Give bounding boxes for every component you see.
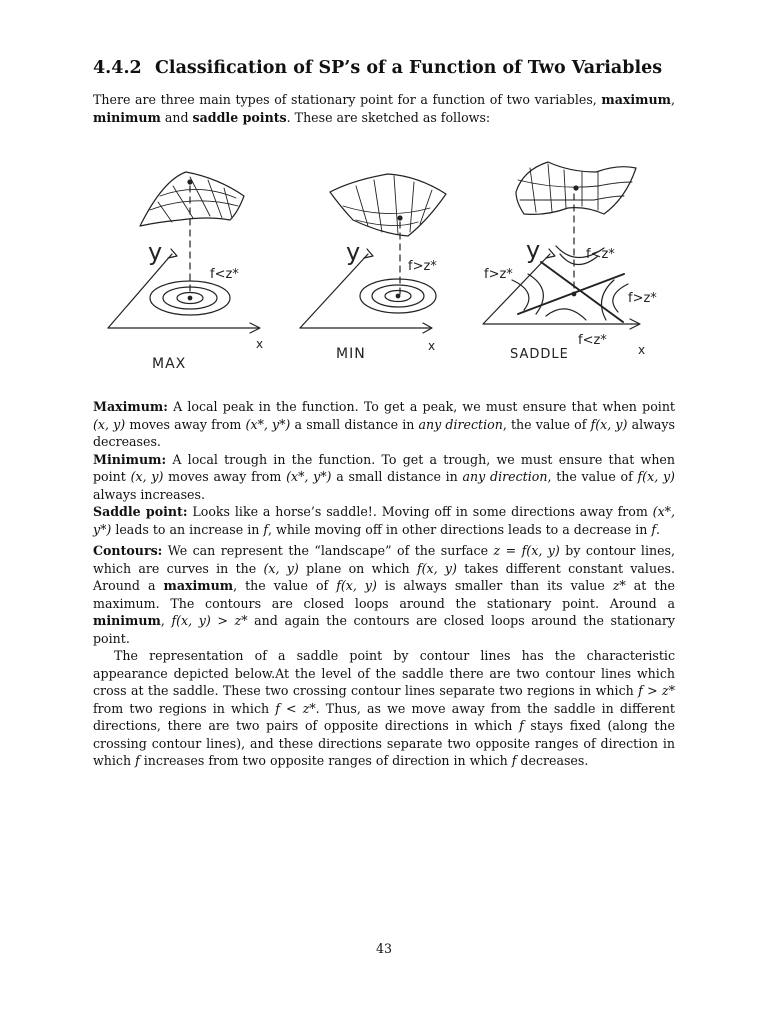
min-surface xyxy=(330,174,446,236)
math: f > z* xyxy=(638,683,675,698)
math: f xyxy=(263,521,269,537)
section-number: 4.4.2 xyxy=(93,58,142,78)
max-caption: MAX xyxy=(152,356,187,372)
body-text: The representation of a saddle point by contour lines has the characteristic appearance depicted below.At the level of the saddle there are two contour lines which cross at the saddle. These two crossing contour lines separate two regions in which xyxy=(93,648,675,698)
min-base-point xyxy=(396,294,400,298)
section-heading xyxy=(93,58,693,78)
min-point xyxy=(398,216,402,220)
def-text: always increases. xyxy=(93,486,205,502)
section-title: Classification of SP’s of a Function of Two Variables xyxy=(155,58,663,78)
emphasis: any direction xyxy=(418,416,503,432)
math: (x, y) xyxy=(130,469,164,484)
term-maximum: maximum xyxy=(163,578,234,593)
math: f(x, y) xyxy=(336,578,377,593)
term-minimum: minimum xyxy=(93,109,161,125)
def-text: plane on which xyxy=(298,560,417,576)
max-x-label: x xyxy=(256,337,264,351)
contours-term: Contours: xyxy=(93,543,163,558)
body-text: . Thus, as we move away from the saddle in different directions, there are two pairs of opposite directions in which xyxy=(93,700,675,733)
def-text: , while moving off in other directions leads to a decrease in xyxy=(268,521,652,537)
def-text: We can represent the “landscape” of the surface xyxy=(162,543,494,558)
def-text: by contour lines, which are curves in the xyxy=(93,543,676,576)
def-text: , the value of xyxy=(502,416,591,432)
min-label: f>z* xyxy=(408,259,437,274)
min-caption: MIN xyxy=(336,346,366,362)
term-saddle-points: saddle points xyxy=(192,109,287,125)
representation-paragraph xyxy=(93,647,675,770)
math: f(x, y) xyxy=(590,416,628,432)
def-text: A local peak in the function. To get a peak, we must ensure that when point xyxy=(167,399,675,414)
intro-text: There are three main types of stationary point for a function of two variables, xyxy=(93,92,602,107)
min-panel xyxy=(300,174,446,333)
min-x-label: x xyxy=(428,339,436,353)
saddle-term: Saddle point: xyxy=(93,504,188,519)
max-base-point xyxy=(188,296,192,300)
maximum-definition xyxy=(93,398,675,451)
saddle-x-label: x xyxy=(638,343,646,357)
minimum-term: Minimum: xyxy=(93,451,167,467)
saddle-label-right: f>z* xyxy=(628,291,657,306)
saddle-contour xyxy=(546,309,586,320)
def-text: a small distance in xyxy=(331,469,463,484)
saddle-label-bottom: f<z* xyxy=(578,333,607,348)
def-text: Looks like a horse’s saddle!. Moving off in some directions away from xyxy=(187,504,653,519)
math: (x, y) xyxy=(263,560,299,576)
stationary-points-sketch xyxy=(98,150,688,378)
math: f xyxy=(511,753,517,768)
def-text: A local trough in the function. To get a trough, we must ensure that when point xyxy=(93,451,675,484)
minimum-definition xyxy=(93,451,675,504)
saddle-point xyxy=(574,186,578,190)
emphasis: any direction xyxy=(462,469,548,484)
body-text: from two regions in which xyxy=(93,700,276,716)
math: f xyxy=(519,718,524,733)
saddle-label-top: f<z* xyxy=(586,247,615,262)
maximum-term: Maximum: xyxy=(93,399,168,414)
body-text: stays fixed (along the crossing contour lines), and these directions separate two opposite ranges of direction in which xyxy=(93,718,675,768)
term-maximum: maximum xyxy=(601,92,671,107)
min-surface-grid xyxy=(343,176,432,234)
intro-text: and xyxy=(160,109,193,125)
max-point xyxy=(188,180,192,184)
def-text: a small distance in xyxy=(290,416,419,432)
saddle-contour xyxy=(602,280,629,320)
intro-text: , xyxy=(670,92,675,107)
body-text: decreases. xyxy=(516,753,589,768)
math: f(x, y) xyxy=(637,469,675,484)
def-text: at the maximum. The contours are closed loops around the stationary point. Around a xyxy=(93,578,675,611)
def-text: is always smaller than its value xyxy=(376,578,613,593)
max-surface-grid xyxy=(150,177,238,222)
math: f xyxy=(135,753,140,768)
math: z = f(x, y) xyxy=(493,543,560,558)
def-text: moves away from xyxy=(163,469,287,484)
body-text: increases from two opposite ranges of direction in which xyxy=(139,753,512,768)
math: (x*, y*) xyxy=(245,416,291,432)
def-text: moves away from xyxy=(125,416,246,432)
saddle-definition xyxy=(93,503,675,538)
math: z* xyxy=(612,578,626,593)
max-panel xyxy=(108,172,260,333)
def-text: always decreases. xyxy=(93,416,676,449)
max-label: f<z* xyxy=(210,267,239,282)
saddle-y-label: y xyxy=(526,236,541,264)
term-minimum: minimum xyxy=(93,613,161,628)
def-text: . xyxy=(656,521,661,537)
intro-paragraph xyxy=(93,91,675,126)
math: (x*, y*) xyxy=(93,504,675,537)
saddle-plane xyxy=(483,254,638,324)
math: f(x, y) xyxy=(416,560,457,576)
saddle-panel xyxy=(483,162,640,329)
saddle-label-left: f>z* xyxy=(484,267,513,282)
math: (x, y) xyxy=(93,416,126,432)
def-text: , xyxy=(160,613,172,628)
page-number: 43 xyxy=(375,941,393,956)
max-plane xyxy=(108,254,258,328)
def-text: leads to an increase in xyxy=(111,521,264,537)
def-text: and again the contours are closed loops around the stationary point. xyxy=(93,613,675,646)
max-y-label: y xyxy=(148,238,163,266)
saddle-base-point xyxy=(572,292,576,296)
math: f < z* xyxy=(275,700,316,716)
def-text: takes different constant values. Around a xyxy=(93,560,675,593)
saddle-contour xyxy=(512,274,543,314)
definitions xyxy=(93,398,675,770)
def-text: , the value of xyxy=(233,578,337,593)
def-text: , the value of xyxy=(547,469,638,484)
intro-text: . These are sketched as follows: xyxy=(286,109,491,125)
math: (x*, y*) xyxy=(286,469,332,484)
saddle-caption: SADDLE xyxy=(510,347,569,362)
min-y-label: y xyxy=(346,238,361,266)
math: f xyxy=(651,521,657,537)
contours-paragraph xyxy=(93,542,675,647)
math: f(x, y) > z* xyxy=(171,613,248,628)
